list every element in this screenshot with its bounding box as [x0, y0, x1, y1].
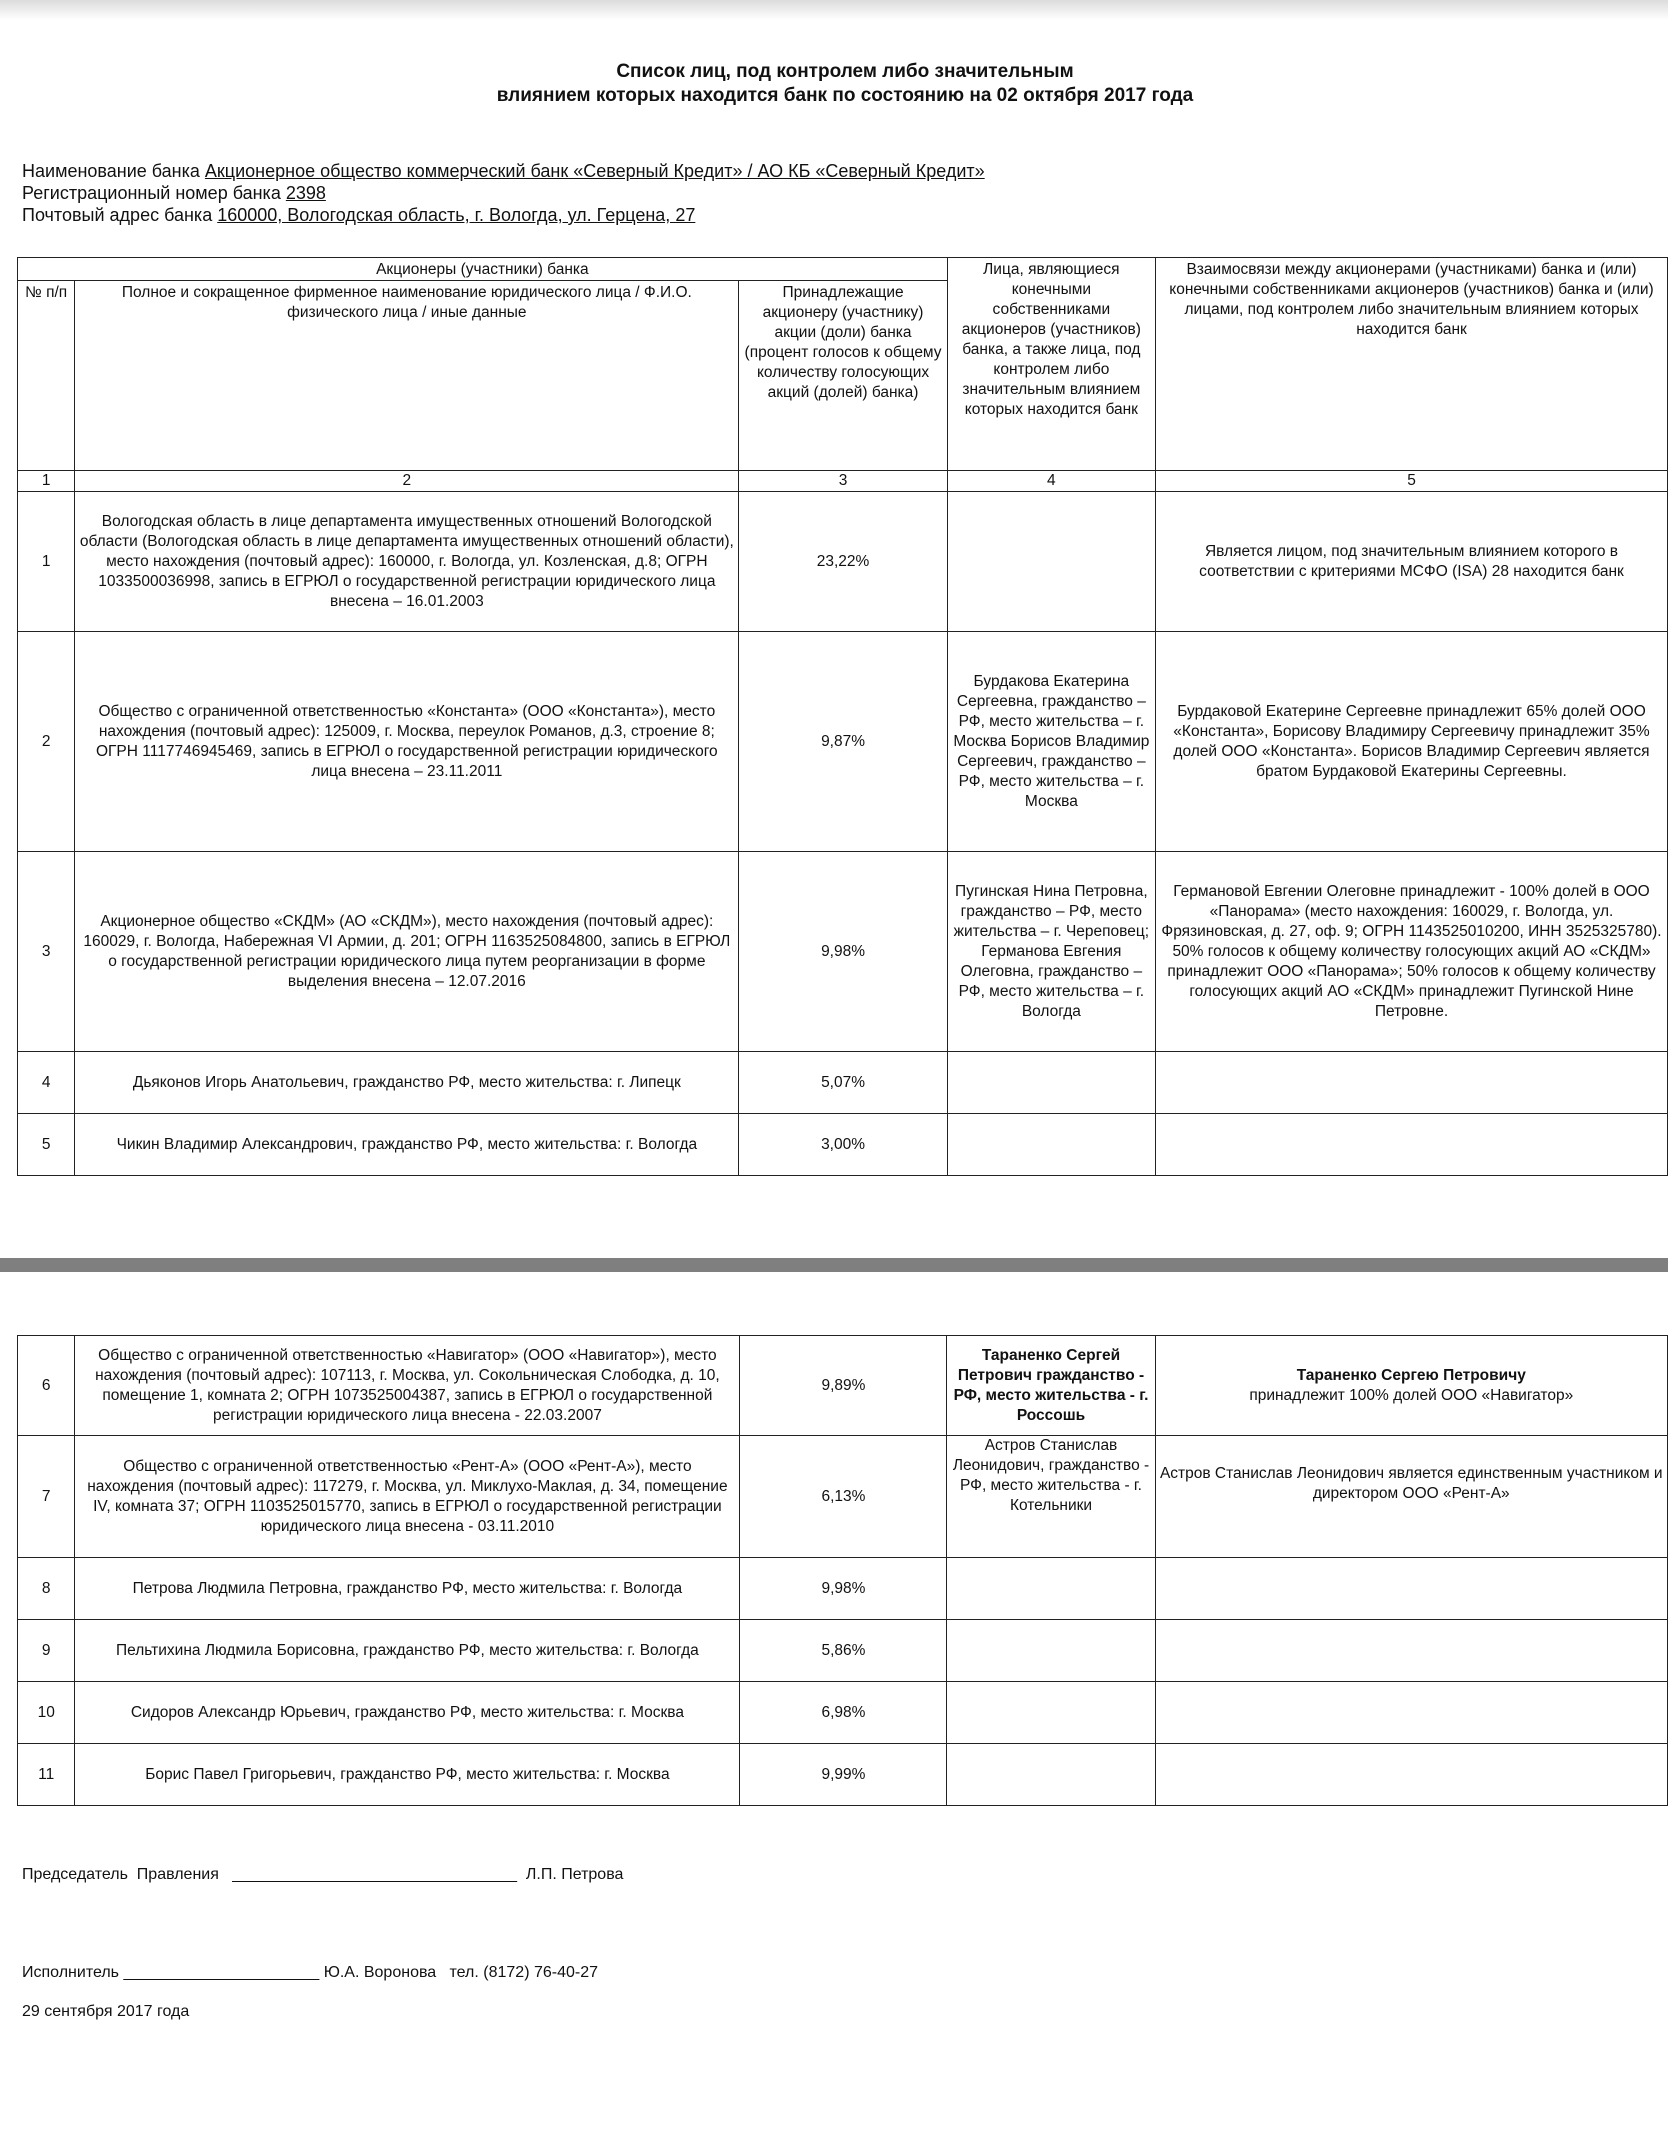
row-num: 9 [18, 1620, 75, 1682]
document-date: 29 сентября 2017 года [22, 2003, 190, 2020]
row-share: 9,99% [740, 1744, 947, 1806]
document-title [0, 60, 1668, 108]
table-row [18, 1620, 1668, 1682]
bank-reg-value: 2398 [285, 183, 326, 203]
row-share: 5,86% [740, 1620, 947, 1682]
table-row [18, 852, 1668, 1052]
column-number-row [18, 471, 1668, 492]
row-num: 10 [18, 1682, 75, 1744]
row-owners: Пугинская Нина Петровна, гражданство – РФ, место жительства – г. Череповец; Германова Евгения Олеговна, гражданство – РФ, место жительства – г. Вологда [947, 852, 1155, 1052]
row-share: 9,98% [740, 1558, 947, 1620]
row-num: 4 [18, 1052, 75, 1114]
chairman-label: Председатель Правления [22, 1866, 219, 1883]
bank-address-value: 160000, Вологодская область, г. Вологда, ул. Герцена, 27 [217, 205, 696, 225]
row-owners [947, 1114, 1155, 1176]
row-relations [1156, 1114, 1668, 1176]
executor-name: Ю.А. Воронова [323, 1964, 437, 1981]
header-name: Полное и сокращенное фирменное наименование юридического лица / Ф.И.О. физического лица / иные данные [75, 281, 739, 471]
bank-address-label: Почтовый адрес банка [22, 205, 218, 225]
row-name: Сидоров Александр Юрьевич, гражданство РФ, место жительства: г. Москва [75, 1682, 740, 1744]
table-row [18, 1558, 1668, 1620]
row-num: 6 [18, 1336, 75, 1436]
table-row [18, 1336, 1668, 1436]
row-name: Акционерное общество «СКДМ» (АО «СКДМ»), место нахождения (почтовый адрес): 160029, г. Вологда, Набережная VI Армии, д. 201; ОГРН 1163525084800, запись в ЕГРЮЛ о государственной регистрации юридического лица путем реорганизации в форме выделения внесена – 12.07.2016 [75, 852, 739, 1052]
row-owners: Астров Станислав Леонидович, гражданство - РФ, место жительства - г. Котельники [947, 1436, 1155, 1558]
row-relations: Является лицом, под значительным влиянием которого в соответствии с критериями МСФО (ISA) 28 находится банк [1156, 492, 1668, 632]
table-row [18, 1436, 1668, 1558]
bank-reg-line [22, 182, 985, 204]
row-relations [1156, 1052, 1668, 1114]
row-relations [1155, 1682, 1667, 1744]
row-name: Чикин Владимир Александрович, гражданство РФ, место жительства: г. Вологда [75, 1114, 739, 1176]
table-row [18, 492, 1668, 632]
column-number: 1 [18, 471, 75, 492]
table-row [18, 1052, 1668, 1114]
column-number: 2 [75, 471, 739, 492]
bank-info [22, 160, 985, 226]
row-relations: Бурдаковой Екатерине Сергеевне принадлежит 65% долей ООО «Константа», Борисову Владимиру Сергеевичу принадлежит 35% долей ООО «Константа». Борисов Владимир Сергеевич является братом Бурдаковой Екатерины Сергеевны. [1156, 632, 1668, 852]
bank-name-value: Акционерное общество коммерческий банк «Северный Кредит» / АО КБ «Северный Кредит» [204, 161, 985, 181]
chairman-name: Л.П. Петрова [525, 1866, 624, 1883]
executor-signature [22, 1963, 598, 1983]
row-relations [1155, 1558, 1667, 1620]
row-num: 7 [18, 1436, 75, 1558]
row-num: 8 [18, 1558, 75, 1620]
row-relations: Германовой Евгении Олеговне принадлежит - 100% долей в ООО «Панорама» (место нахождения: 160029, г. Вологда, ул. Фрязиновская, д. 27, оф. 9; ОГРН 1143525010200, ИНН 3525325780). 50% голосов к общему количеству голосующих акций АО «СКДМ» принадлежит ООО «Панорама»; 50% голосов к общему количеству голосующих акций АО «СКДМ» принадлежит Пугинской Нине Петровне. [1156, 852, 1668, 1052]
title-line-2: влиянием которых находится банк по состоянию на 02 октября 2017 года [496, 85, 1194, 106]
header-owners: Лица, являющиеся конечными собственниками акционеров (участников) банка, а также лица, под контролем либо значительным влиянием которых находится банк [947, 258, 1155, 471]
row-share: 9,89% [740, 1336, 947, 1436]
row-owners [947, 1682, 1155, 1744]
row-num: 3 [18, 852, 75, 1052]
relations-text: принадлежит 100% долей ООО «Навигатор» [1249, 1386, 1574, 1404]
row-share: 9,87% [739, 632, 947, 852]
row-name: Общество с ограниченной ответственностью «Навигатор» (ООО «Навигатор»), место нахождения (почтовый адрес): 107113, г. Москва, ул. Сокольническая Слободка, д. 10, помещение 1, комната 2; ОГРН 1073525004387, запись в ЕГРЮЛ о государственной регистрации юридического лица внесена - 22.03.2007 [75, 1336, 740, 1436]
row-owners [947, 1052, 1155, 1114]
row-share: 9,98% [739, 852, 947, 1052]
row-owners: Бурдакова Екатерина Сергеевна, гражданство – РФ, место жительства – г. Москва Борисов Владимир Сергеевич, гражданство – РФ, место жительства – г. Москва [947, 632, 1155, 852]
executor-label: Исполнитель [22, 1964, 120, 1981]
table-row [18, 1114, 1668, 1176]
row-name: Пельтихина Людмила Борисовна, гражданство РФ, место жительства: г. Вологда [75, 1620, 740, 1682]
row-num: 11 [18, 1744, 75, 1806]
executor-signature-line: ______________________ [123, 1964, 320, 1981]
row-owners: Тараненко Сергей Петрович гражданство - РФ, место жительства - г. Россошь [947, 1336, 1155, 1436]
row-num: 2 [18, 632, 75, 852]
row-owners [947, 492, 1155, 632]
row-share: 6,98% [740, 1682, 947, 1744]
bank-address-line [22, 204, 985, 226]
row-relations [1155, 1336, 1667, 1436]
row-relations: Астров Станислав Леонидович является единственным участником и директором ООО «Рент-А» [1155, 1436, 1667, 1558]
row-share: 5,07% [739, 1052, 947, 1114]
row-name: Вологодская область в лице департамента имущественных отношений Вологодской области (Вологодская область в лице департамента имущественных отношений области), место нахождения (почтовый адрес): 160000, г. Вологда, ул. Козленская, д.8; ОГРН 1033500036998, запись в ЕГРЮЛ о государственной регистрации юридического лица внесена – 16.01.2003 [75, 492, 739, 632]
bank-name-line [22, 160, 985, 182]
page-top-shadow [0, 0, 1668, 20]
chairman-signature-line: ________________________________ [232, 1866, 517, 1883]
row-share: 3,00% [739, 1114, 947, 1176]
shareholders-table-page-2 [17, 1335, 1668, 1806]
header-num: № п/п [18, 281, 75, 471]
table-row [18, 632, 1668, 852]
bank-name-label: Наименование банка [22, 161, 205, 181]
page-separator [0, 1258, 1668, 1272]
row-name: Петрова Людмила Петровна, гражданство РФ, место жительства: г. Вологда [75, 1558, 740, 1620]
row-relations [1155, 1620, 1667, 1682]
row-name: Общество с ограниченной ответственностью «Константа» (ООО «Константа»), место нахождения (почтовый адрес): 125009, г. Москва, переулок Романов, д.3, строение 8; ОГРН 1117746945469, запись в ЕГРЮЛ о государственной регистрации юридического лица внесена – 23.11.2011 [75, 632, 739, 852]
header-relations: Взаимосвязи между акционерами (участниками) банка и (или) конечными собственниками акционеров (участников) банка и (или) лицами, под контролем либо значительным влиянием которых находится банк [1156, 258, 1668, 471]
row-relations [1155, 1744, 1667, 1806]
column-number: 4 [947, 471, 1155, 492]
row-owners [947, 1620, 1155, 1682]
header-share: Принадлежащие акционеру (участнику) акции (доли) банка (процент голосов к общему количеству голосующих акций (долей) банка) [739, 281, 947, 471]
row-owners [947, 1744, 1155, 1806]
shareholders-table-page-1 [17, 257, 1668, 1176]
column-number: 3 [739, 471, 947, 492]
row-name: Борис Павел Григорьевич, гражданство РФ, место жительства: г. Москва [75, 1744, 740, 1806]
row-num: 5 [18, 1114, 75, 1176]
table-row [18, 1744, 1668, 1806]
title-line-1: Список лиц, под контролем либо значительным [616, 61, 1074, 82]
row-share: 23,22% [739, 492, 947, 632]
relations-bold-name: Тараненко Сергею Петровичу [1296, 1366, 1526, 1384]
row-name: Дьяконов Игорь Анатольевич, гражданство РФ, место жительства: г. Липецк [75, 1052, 739, 1114]
executor-phone: тел. (8172) 76-40-27 [449, 1964, 599, 1981]
table-row [18, 1682, 1668, 1744]
group-header-shareholders: Акционеры (участники) банка [18, 258, 948, 281]
column-number: 5 [1156, 471, 1668, 492]
row-owners [947, 1558, 1155, 1620]
header-group-row [18, 258, 1668, 281]
row-num: 1 [18, 492, 75, 632]
row-name: Общество с ограниченной ответственностью «Рент-А» (ООО «Рент-А»), место нахождения (почтовый адрес): 117279, г. Москва, ул. Миклухо-Маклая, д. 34, помещение IV, комната 37; ОГРН 1103525015770, запись в ЕГРЮЛ о государственной регистрации юридического лица внесена - 03.11.2010 [75, 1436, 740, 1558]
row-share: 6,13% [740, 1436, 947, 1558]
bank-reg-label: Регистрационный номер банка [22, 183, 286, 203]
chairman-signature [22, 1865, 623, 1885]
